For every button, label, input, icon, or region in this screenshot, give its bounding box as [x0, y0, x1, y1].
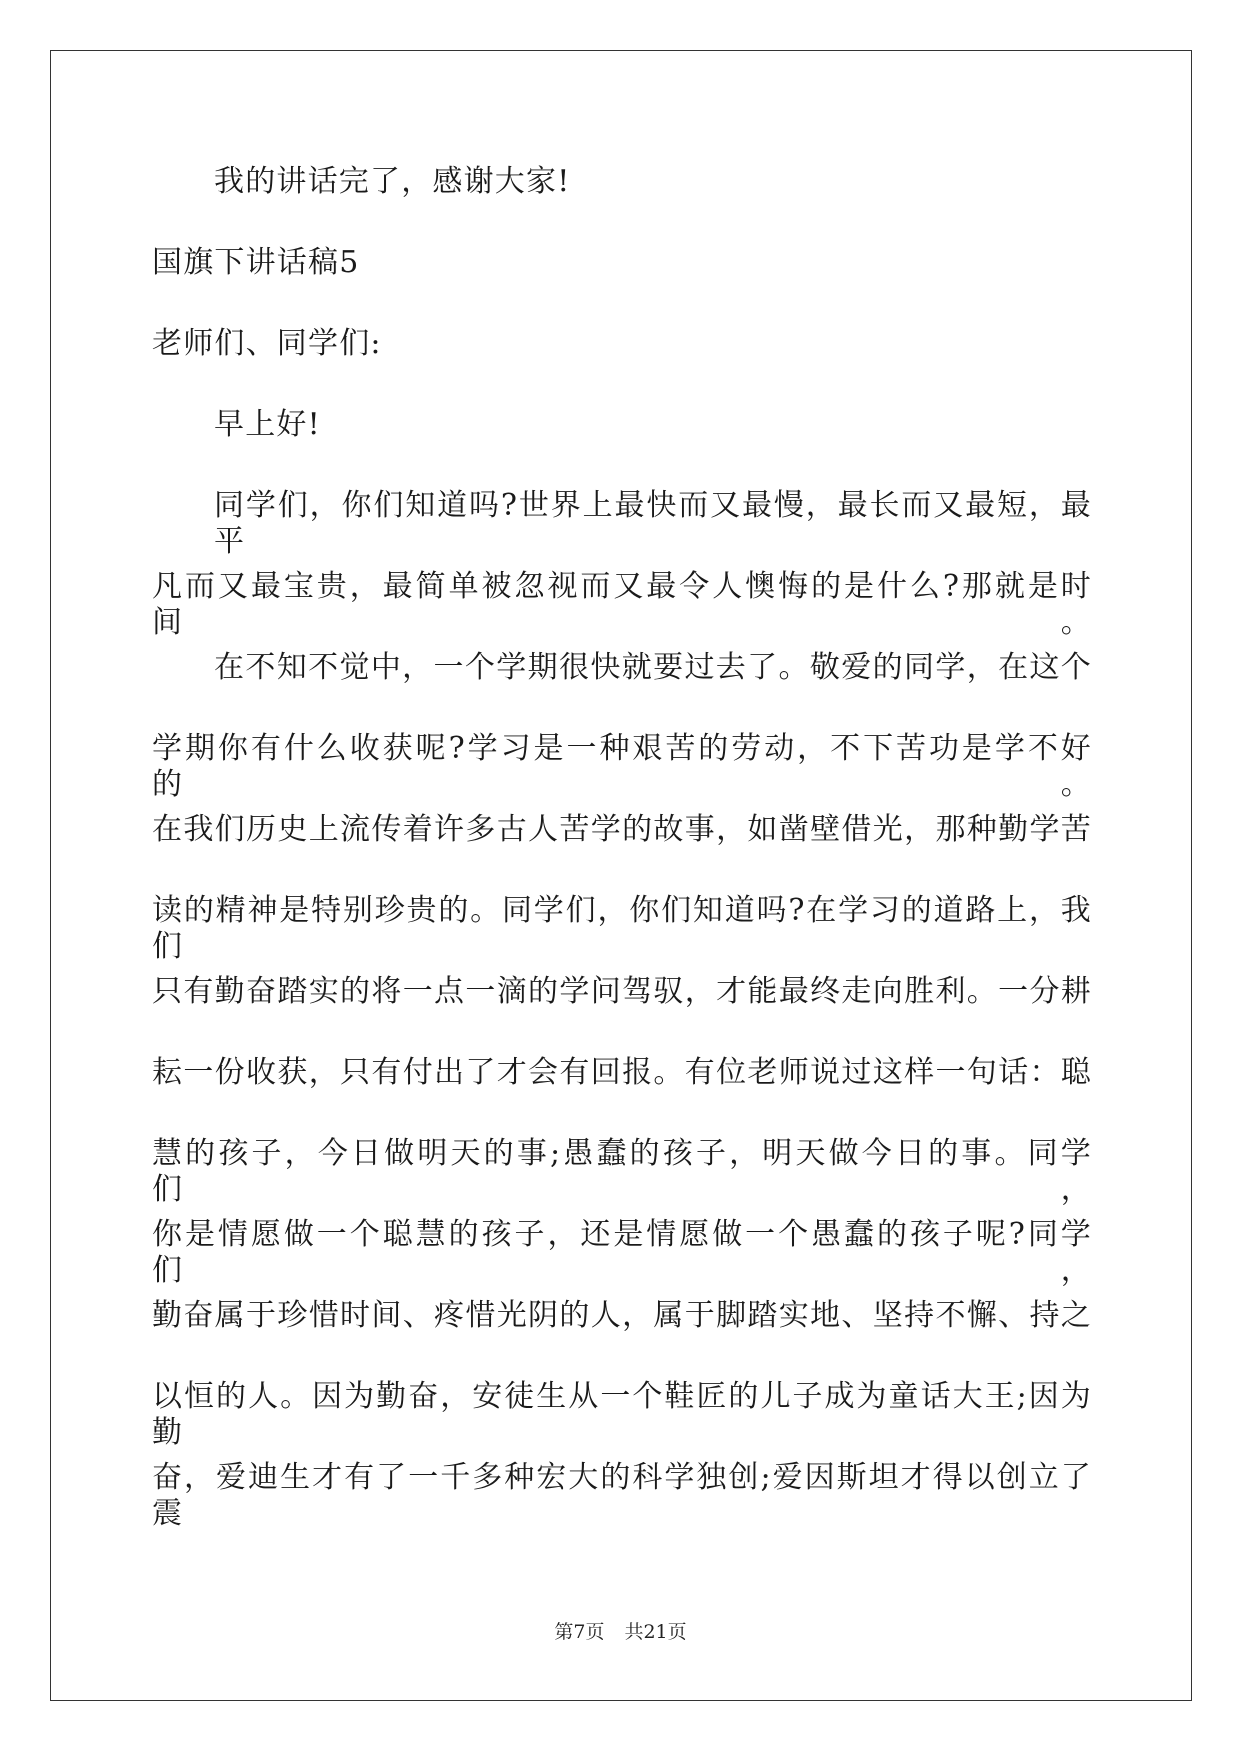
text-line: 在不知不觉中，一个学期很快就要过去了。敬爱的同学，在这个: [214, 650, 1092, 685]
current-page-number: 第7页: [554, 1621, 605, 1643]
text-line: 同学们，你们知道吗?世界上最快而又最慢，最长而又最短，最平: [214, 488, 1092, 559]
text-line: 你是情愿做一个聪慧的孩子，还是情愿做一个愚蠢的孩子呢?同学们，: [152, 1217, 1092, 1288]
text-line: 奋，爱迪生才有了一千多种宏大的科学独创;爱因斯坦才得以创立了震: [152, 1460, 1092, 1531]
document-body: [152, 164, 1092, 1541]
text-line: 我的讲话完了，感谢大家!: [214, 164, 571, 199]
text-line: 读的精神是特别珍贵的。同学们，你们知道吗?在学习的道路上，我们: [152, 893, 1092, 964]
text-line: 在我们历史上流传着许多古人苦学的故事，如凿壁借光，那种勤学苦: [152, 812, 1092, 847]
text-line: 耘一份收获，只有付出了才会有回报。有位老师说过这样一句话：聪: [152, 1055, 1092, 1090]
text-line: 以恒的人。因为勤奋，安徒生从一个鞋匠的儿子成为童话大王;因为勤: [152, 1379, 1092, 1450]
text-line: 学期你有什么收获呢?学习是一种艰苦的劳动，不下苦功是学不好的。: [152, 731, 1092, 802]
text-line: 早上好!: [214, 407, 321, 442]
text-line: 勤奋属于珍惜时间、疼惜光阴的人，属于脚踏实地、坚持不懈、持之: [152, 1298, 1092, 1333]
text-line: 凡而又最宝贵，最简单被忽视而又最令人懊悔的是什么?那就是时间。: [152, 569, 1092, 640]
text-line: 老师们、同学们:: [152, 326, 382, 361]
text-line: 只有勤奋踏实的将一点一滴的学问驾驭，才能最终走向胜利。一分耕: [152, 974, 1092, 1009]
total-page-count: 共21页: [624, 1621, 687, 1643]
text-line: 慧的孩子，今日做明天的事;愚蠢的孩子，明天做今日的事。同学们，: [152, 1136, 1092, 1207]
text-line: 国旗下讲话稿5: [152, 245, 360, 280]
page-footer: [0, 1617, 1241, 1644]
